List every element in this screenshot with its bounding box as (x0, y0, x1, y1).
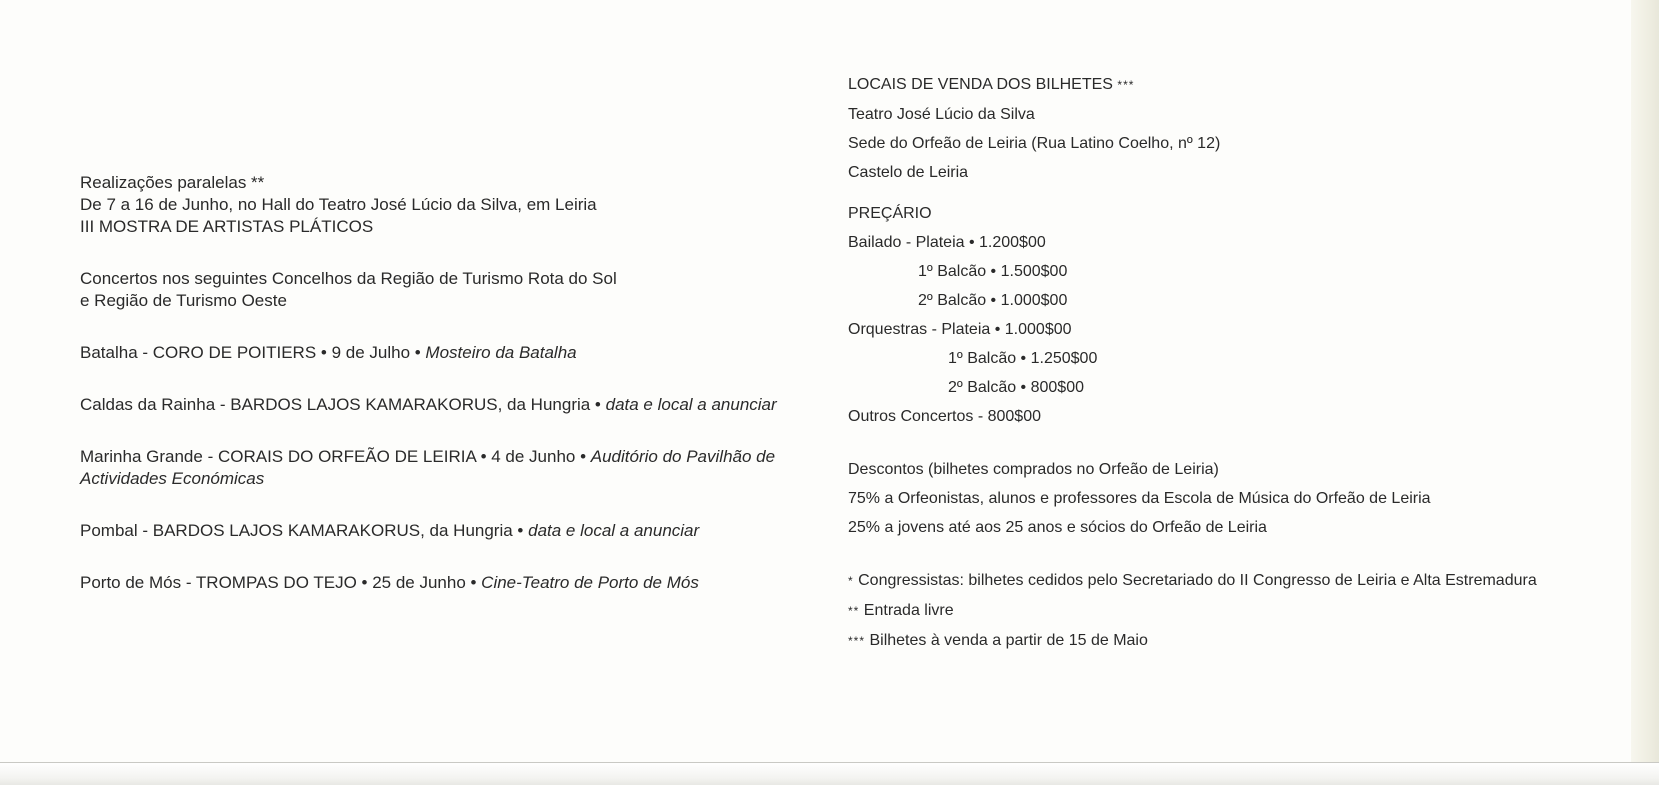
footnote-2: ** Entrada livre (848, 602, 954, 619)
concert-porto-main: Porto de Mós - TROMPAS DO TEJO • 25 de Junho • (80, 573, 482, 592)
discount-1: 75% a Orfeonistas, alunos e professores da Escola de Música do Orfeão de Leiria (848, 490, 1431, 507)
concerts-intro-line2: e Região de Turismo Oeste (80, 291, 287, 310)
concert-batalha-venue: Mosteiro da Batalha (425, 343, 577, 362)
price-orquestras-balcao1: 1º Balcão • 1.250$00 (948, 350, 1098, 367)
price-bailado-balcao1: 1º Balcão • 1.500$00 (918, 263, 1068, 280)
concerts-intro-line1: Concertos nos seguintes Concelhos da Região de Turismo Rota do Sol (80, 269, 617, 288)
parallel-events-title: Realizações paralelas ** (80, 173, 265, 192)
concert-batalha (80, 342, 820, 364)
price-orquestras-plateia: Orquestras - Plateia • 1.000$00 (848, 321, 1072, 338)
footnote-3: *** Bilhetes à venda a partir de 15 de Maio (848, 632, 1148, 649)
parallel-events (80, 172, 820, 238)
concert-pombal-main: Pombal - BARDOS LAJOS KAMARAKORUS, da Hungria • (80, 521, 529, 540)
price-orquestras-balcao2: 2º Balcão • 800$00 (948, 379, 1084, 396)
concert-caldas-main: Caldas da Rainha - BARDOS LAJOS KAMARAKORUS, da Hungria • (80, 395, 606, 414)
left-column (80, 172, 820, 624)
concert-marinha-venue: Auditório do Pavilhão de Actividades Económicas (80, 447, 776, 488)
concert-marinha-main: Marinha Grande - CORAIS DO ORFEÃO DE LEIRIA • 4 de Junho • (80, 447, 591, 466)
price-bailado-balcao2: 2º Balcão • 1.000$00 (918, 292, 1068, 309)
concert-batalha-main: Batalha - CORO DE POITIERS • 9 de Julho • (80, 343, 426, 362)
concert-pombal-venue: data e local a anunciar (528, 521, 700, 540)
ticket-location-2: Sede do Orfeão de Leiria (Rua Latino Coelho, nº 12) (848, 135, 1221, 152)
ticket-locations-title: LOCAIS DE VENDA DOS BILHETES *** (848, 76, 1135, 93)
discounts-title: Descontos (bilhetes comprados no Orfeão de Leiria) (848, 461, 1219, 478)
ticket-location-1: Teatro José Lúcio da Silva (848, 106, 1035, 123)
footnote-1: * Congressistas: bilhetes cedidos pelo Secretariado do II Congresso de Leiria e Alta Estremadura (848, 572, 1537, 589)
ticket-location-3: Castelo de Leiria (848, 164, 969, 181)
price-outros-concertos: Outros Concertos - 800$00 (848, 408, 1041, 425)
concert-caldas-highlighted (80, 394, 820, 416)
concert-marinha (80, 446, 820, 490)
concert-pombal-highlighted (80, 520, 820, 542)
parallel-events-dates: De 7 a 16 de Junho, no Hall do Teatro José Lúcio da Silva, em Leiria (80, 195, 597, 214)
pricing-title: PREÇÁRIO (848, 205, 932, 222)
concert-porto-de-mos (80, 572, 820, 594)
parallel-events-exhibition: III MOSTRA DE ARTISTAS PLÁTICOS (80, 217, 374, 236)
concerts-intro (80, 268, 820, 312)
price-bailado-plateia: Bailado - Plateia • 1.200$00 (848, 234, 1046, 251)
concert-caldas-venue: data e local a anunciar (605, 395, 777, 414)
discount-2: 25% a jovens até aos 25 anos e sócios do Orfeão de Leiria (848, 519, 1267, 536)
page-edge-bottom (0, 762, 1659, 785)
concert-porto-venue: Cine-Teatro de Porto de Mós (481, 573, 699, 592)
right-column (848, 70, 1638, 656)
